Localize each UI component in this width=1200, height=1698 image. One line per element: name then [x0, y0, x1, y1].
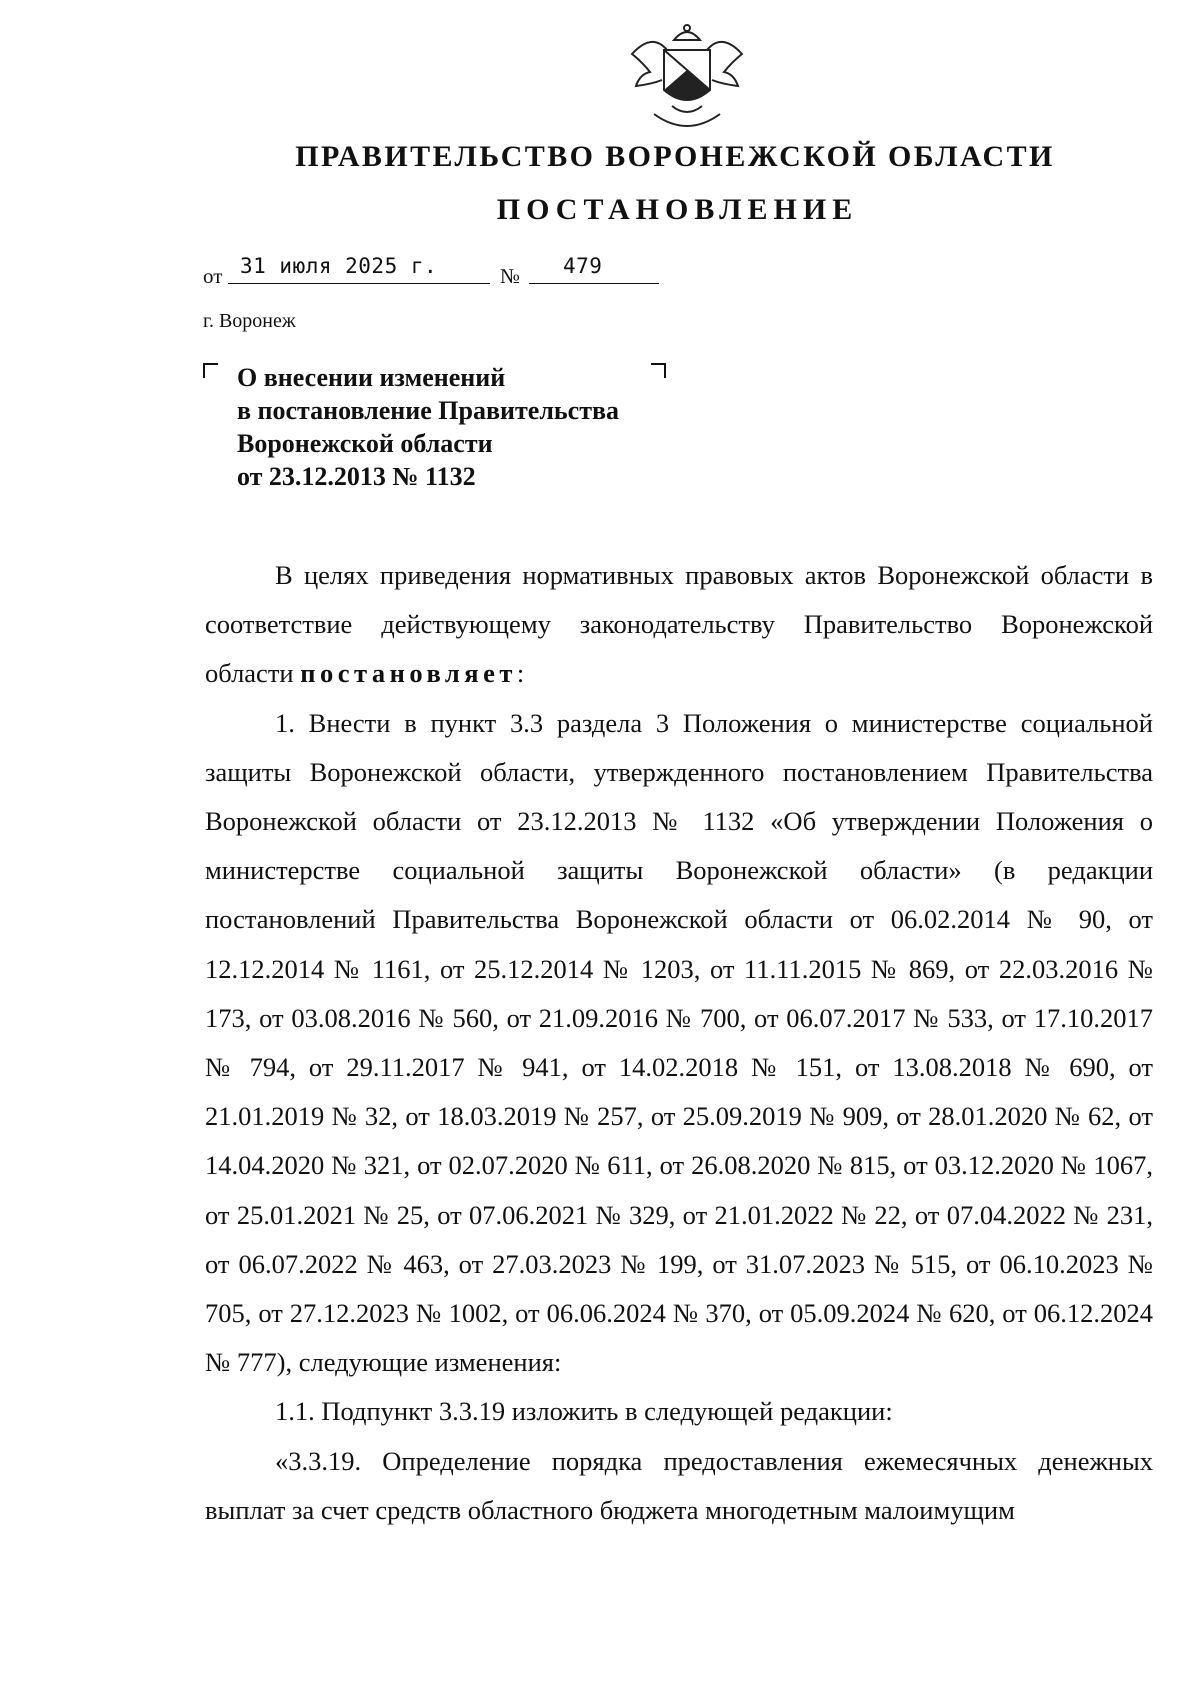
date-number-line [203, 254, 663, 290]
bracket-left-mark [203, 363, 218, 378]
subject-line: О внесении изменений [237, 363, 506, 392]
city-label: г. Воронеж [203, 310, 296, 332]
decree-body [205, 551, 1153, 1535]
resolves-word: постановляет [300, 658, 517, 689]
resolves-colon: : [516, 658, 525, 689]
quoted-clause-paragraph: «3.3.19. Определение порядка предоставления ежемесячных денежных выплат за счет средств областного бюджета многодетным малоимущим [205, 1445, 1153, 1525]
subject-line: Воронежской области [237, 429, 493, 458]
number-value: 479 [529, 254, 659, 284]
coat-of-arms-emblem [612, 22, 762, 140]
date-prefix-label: от [203, 264, 223, 288]
subject-line: от 23.12.2013 № 1132 [237, 462, 476, 491]
decree-subject [237, 361, 677, 493]
clause-1-paragraph: 1. Внести в пункт 3.3 раздела 3 Положения о министерстве социальной защиты Воронежской области, утвержденного постановлением Правительства Воронежской области от 23.12.2013 № 1132 «Об утверждении Положения о министерстве социальной защиты Воронежской области» (в редакции постановлений Правительства Воронежской области от 06.02.2014 № 90, от 12.12.2014 № 1161, от 25.12.2014 № 1203, от 11.11.2015 № 869, от 22.03.2016 № 173, от 03.08.2016 № 560, от 21.09.2016 № 700, от 06.07.2017 № 533, от 17.10.2017 № 794, от 29.11.2017 № 941, от 14.02.2018 № 151, от 13.08.2018 № 690, от 21.01.2019 № 32, от 18.03.2019 № 257, от 25.09.2019 № 909, от 28.01.2020 № 62, от 14.04.2020 № 321, от 02.07.2020 № 611, от 26.08.2020 № 815, от 03.12.2020 № 1067, от 25.01.2021 № 25, от 07.06.2021 № 329, от 21.01.2022 № 22, от 07.04.2022 № 231, от 06.07.2022 № 463, от 27.03.2023 № 199, от 31.07.2023 № 515, от 06.10.2023 № 705, от 27.12.2023 № 1002, от 06.06.2024 № 370, от 05.09.2024 № 620, от 06.12.2024 № 777), следующие изменения: [205, 707, 1153, 1378]
number-prefix-label: № [500, 264, 521, 288]
decree-title: ПОСТАНОВЛЕНИЕ [496, 193, 859, 226]
preamble-paragraph [205, 551, 1153, 699]
date-value: 31 июля 2025 г. [228, 254, 490, 284]
clause-1-1-paragraph: 1.1. Подпункт 3.3.19 изложить в следующей редакции: [275, 1396, 893, 1427]
preamble-text: В целях приведения нормативных правовых актов Воронежской области в соответствие действующему законодательству Правительство Воронежской области [205, 560, 1153, 689]
subject-line: в постановление Правительства [237, 396, 620, 425]
government-title: ПРАВИТЕЛЬСТВО ВОРОНЕЖСКОЙ ОБЛАСТИ [295, 140, 1055, 173]
